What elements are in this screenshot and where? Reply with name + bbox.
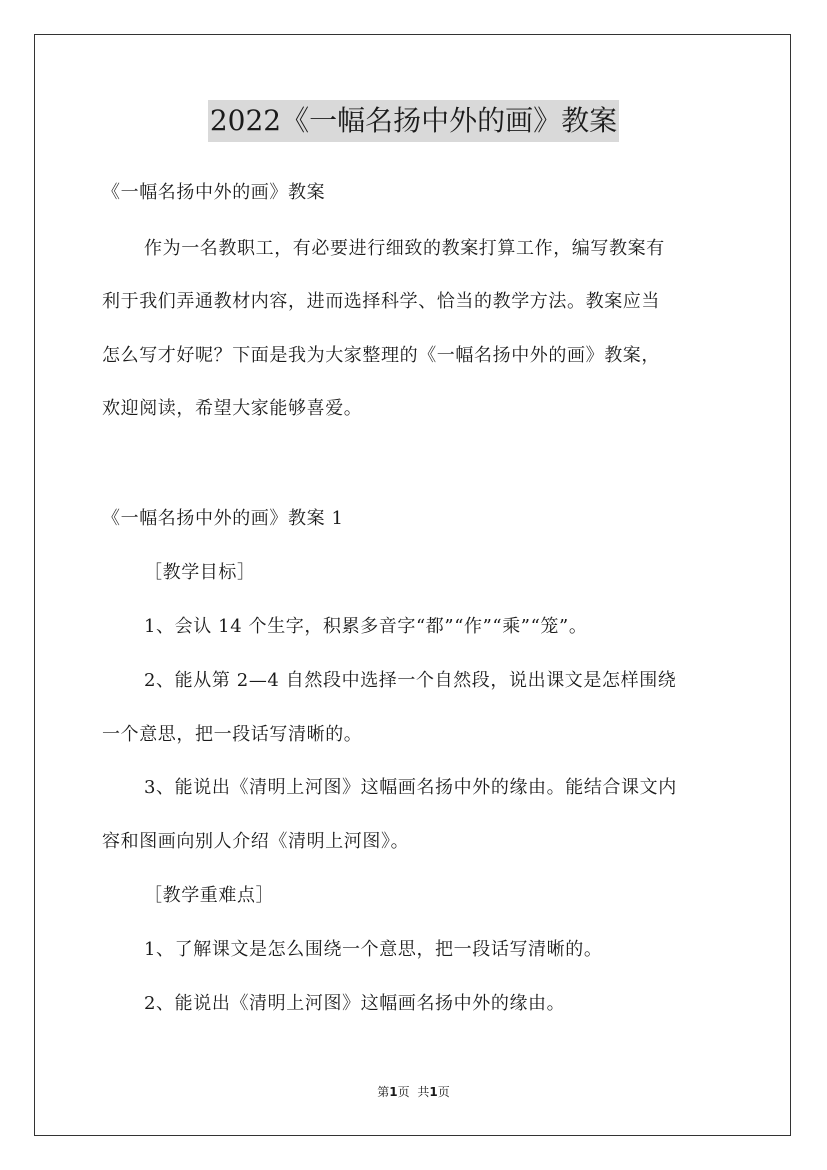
page-number: 1: [389, 1085, 398, 1099]
intro-line-3: 怎么写才好呢？下面是我为大家整理的《一幅名扬中外的画》教案，: [102, 345, 660, 366]
intro-line-1: 作为一名教职工，有必要进行细致的教案打算工作，编写教案有: [144, 238, 665, 259]
title-container: [0, 100, 827, 142]
goal-item-3-line-1: 3、能说出《清明上河图》这幅画名扬中外的缘由。能结合课文内: [144, 777, 677, 798]
document-subtitle: 《一幅名扬中外的画》教案: [102, 182, 326, 203]
document-title: 2022《一幅名扬中外的画》教案: [208, 100, 619, 142]
total-prefix: 共: [417, 1085, 430, 1099]
page-suffix: 页: [397, 1085, 410, 1099]
intro-line-2: 利于我们弄通教材内容，进而选择科学、恰当的教学方法。教案应当: [102, 291, 660, 312]
total-suffix: 页: [437, 1085, 450, 1099]
key-points-heading: ［教学重难点］: [144, 885, 275, 906]
goal-item-1: 1、会认 14 个生字，积累多音字“都”“作”“乘”“笼”。: [144, 616, 588, 637]
key-point-item-1: 1、了解课文是怎么围绕一个意思，把一段话写清晰的。: [144, 939, 603, 960]
goal-item-2-line-2: 一个意思，把一段话写清晰的。: [102, 724, 363, 745]
page-footer: [0, 1084, 827, 1100]
total-pages: 1: [429, 1085, 438, 1099]
intro-line-4: 欢迎阅读，希望大家能够喜爱。: [102, 398, 363, 419]
page-prefix: 第: [377, 1085, 390, 1099]
goals-heading: ［教学目标］: [144, 562, 256, 583]
goal-item-2-line-1: 2、能从第 2—4 自然段中选择一个自然段，说出课文是怎样围绕: [144, 670, 677, 691]
goal-item-3-line-2: 容和图画向别人介绍《清明上河图》。: [102, 831, 410, 852]
section-heading: 《一幅名扬中外的画》教案 1: [102, 508, 344, 529]
key-point-item-2: 2、能说出《清明上河图》这幅画名扬中外的缘由。: [144, 993, 566, 1014]
